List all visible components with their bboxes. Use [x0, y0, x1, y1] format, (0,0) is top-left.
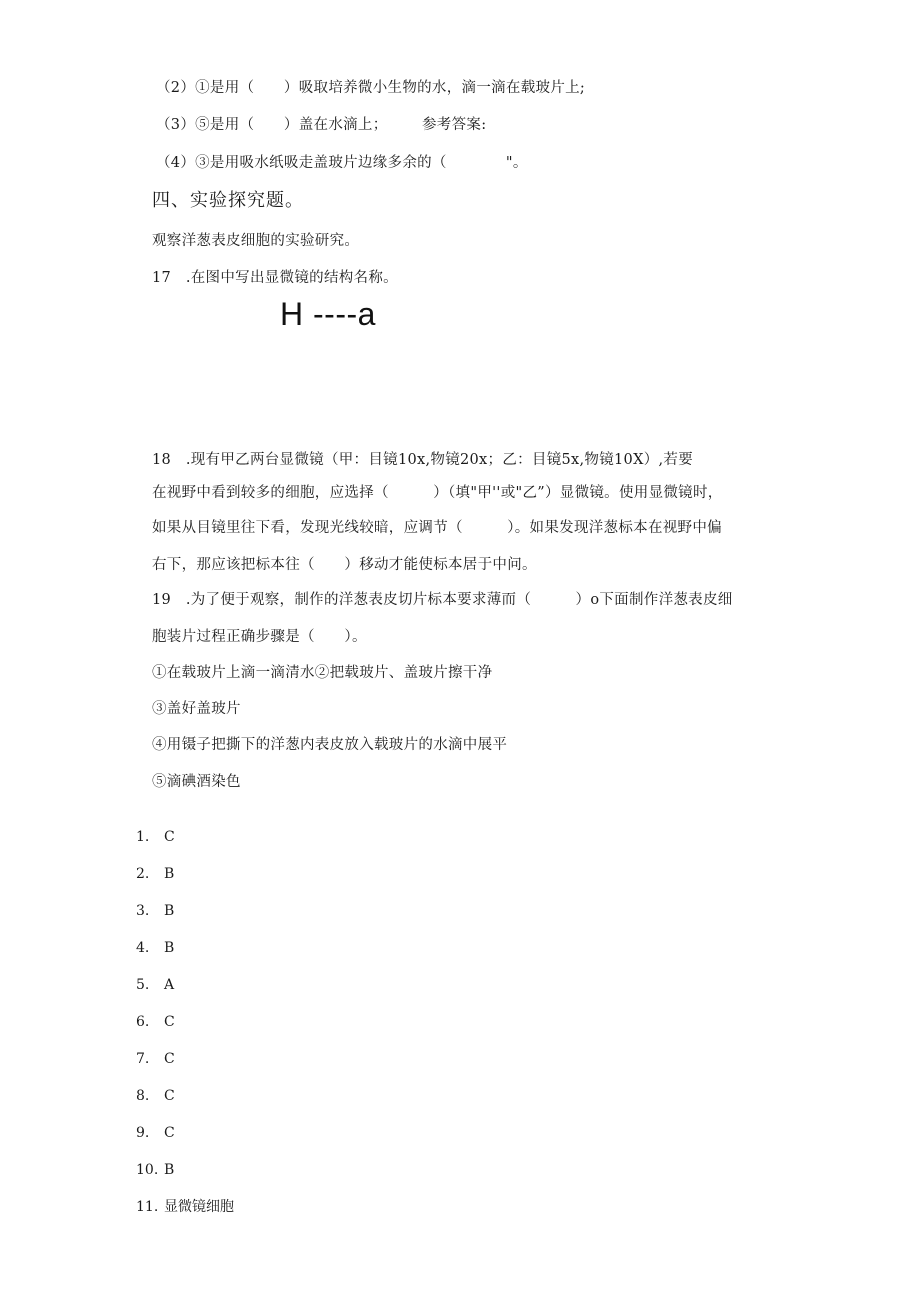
- question-18-line-3: 如果从目镜里往下看，发现光线较暗，应调节（ ）。如果发现洋葱标本在视野中偏: [152, 520, 722, 536]
- question-4: （4）③是用吸水纸吸走盖玻片边缘多余的（ "。: [156, 155, 528, 171]
- answer-value: B: [164, 940, 175, 956]
- answer-item: [136, 975, 174, 995]
- answer-number: 9.: [136, 1125, 150, 1141]
- answer-value: B: [164, 866, 175, 882]
- answer-value: C: [164, 829, 175, 845]
- answer-item: [136, 1012, 175, 1032]
- answer-value: B: [164, 1162, 175, 1178]
- answer-item: [136, 938, 174, 958]
- section-heading: 四、实验探究题。: [152, 190, 304, 211]
- answer-item: [136, 864, 174, 884]
- answer-value: A: [164, 977, 175, 993]
- answer-number: 3.: [136, 903, 150, 919]
- answer-value: C: [164, 1014, 175, 1030]
- step-item: ⑤滴碘酒染色: [152, 774, 241, 790]
- answer-item: [136, 1160, 174, 1180]
- microscope-figure-label: H ----a: [280, 296, 376, 332]
- answer-number: 11.: [136, 1199, 159, 1215]
- question-19-line-2: 胞装片过程正确步骤是（ ）。: [152, 629, 367, 645]
- step-item: ④用镊子把撕下的洋葱内表皮放入载玻片的水滴中展平: [152, 737, 508, 753]
- question-3: （3）⑤是用（ ）盖在水滴上；: [156, 117, 388, 133]
- answer-value: C: [164, 1051, 175, 1067]
- answer-value: 显微镜细胞: [164, 1199, 234, 1215]
- question-2: （2）①是用（ ）吸取培养微小生物的水，滴一滴在载玻片上;: [156, 80, 586, 96]
- step-item: ①在载玻片上滴一滴清水②把载玻片、盖玻片擦干净: [152, 665, 493, 681]
- answer-value: B: [164, 903, 175, 919]
- answer-item: [136, 901, 174, 921]
- question-18-line-2: 在视野中看到较多的细胞，应选择（ ）（填"甲''或"乙”）显微镜。使用显微镜时，: [152, 485, 723, 501]
- answer-item: [136, 1086, 175, 1106]
- answer-item: [136, 1197, 234, 1217]
- answer-item: [136, 1049, 175, 1069]
- answer-value: C: [164, 1088, 175, 1104]
- answer-item: [136, 827, 175, 847]
- section-intro: 观察洋葱表皮细胞的实验研究。: [152, 233, 360, 249]
- question-17: 17 .在图中写出显微镜的结构名称。: [152, 270, 398, 286]
- reference-answer-label: 参考答案:: [422, 117, 487, 133]
- answer-number: 5.: [136, 977, 150, 993]
- answer-number: 4.: [136, 940, 150, 956]
- answer-item: [136, 1123, 175, 1143]
- question-18-line-1: 18 .现有甲乙两台显微镜（甲：目镜10x,物镜20x；乙：目镜5x,物镜10X）,若要: [152, 452, 694, 468]
- answer-number: 2.: [136, 866, 150, 882]
- question-18-line-4: 右下，那应该把标本往（ ）移动才能使标本居于中问。: [152, 557, 537, 573]
- answer-number: 8.: [136, 1088, 150, 1104]
- answer-number: 1.: [136, 829, 150, 845]
- question-19-line-1: 19 .为了便于观察，制作的洋葱表皮切片标本要求薄而（ ）o下面制作洋葱表皮细: [152, 592, 733, 608]
- answer-number: 7.: [136, 1051, 150, 1067]
- answer-value: C: [164, 1125, 175, 1141]
- step-item: ③盖好盖玻片: [152, 701, 241, 717]
- answer-number: 6.: [136, 1014, 150, 1030]
- answer-number: 10.: [136, 1162, 159, 1178]
